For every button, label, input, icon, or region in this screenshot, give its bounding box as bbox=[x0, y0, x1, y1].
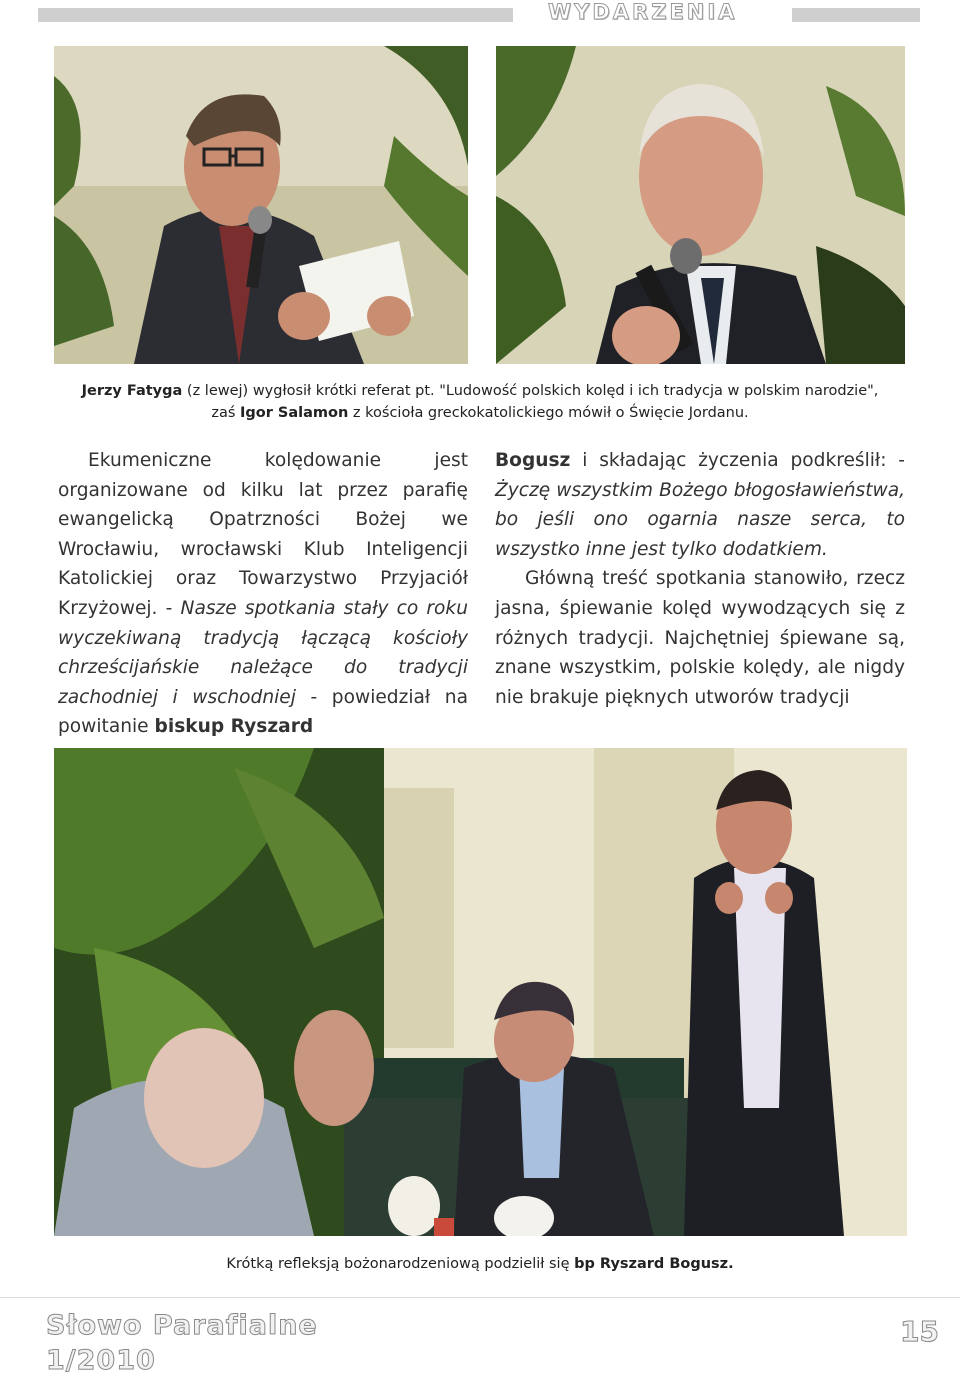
header-bar-right bbox=[792, 8, 920, 22]
photo-ryszard-bogusz bbox=[54, 748, 907, 1236]
caption-bottom-name: bp Ryszard Bogusz. bbox=[574, 1256, 734, 1272]
article-col1-after: - powiedział na powitanie bbox=[58, 686, 468, 738]
article-col2-paragraph-2: Główną treść spotkania stanowiło, rzecz jasna, śpiewanie kolęd wywodzących się z różnych tradycji. Najchętniej śpiewane są, znane wszystkim, polskie kolędy, ale nigdy nie brakuje pięknych utworów tradycji bbox=[495, 568, 905, 708]
article-col1-plain: Ekumeniczne kolędowanie jest organizowane od kilku lat przez parafię ewangelicką Opatrzności Bożej we Wrocławiu, wrocławski Klub Inteligencji Katolickiej oraz Towarzystwo Przyjaciół Krzyżowej. - bbox=[58, 450, 468, 619]
caption-bottom bbox=[40, 1253, 920, 1275]
section-title: WYDARZENIA bbox=[548, 0, 738, 24]
article-column-1 bbox=[58, 446, 468, 742]
article-col1-quote: Nasze spotkania stały co roku wyczekiwaną tradycją łączącą kościoły chrześcijańskie należące do tradycji zachodniej i wschodniej bbox=[58, 597, 468, 708]
article-col1-bold: biskup Ryszard bbox=[154, 716, 314, 738]
caption-text-2: z kościoła greckokatolickiego mówił o Święcie Jordanu. bbox=[348, 405, 749, 421]
article-column-2 bbox=[495, 446, 905, 712]
footer-divider bbox=[0, 1297, 960, 1298]
photo-igor-salamon bbox=[496, 46, 905, 364]
caption-pre-2: zaś bbox=[211, 405, 240, 421]
article-col2-plain: i składając życzenia podkreślił: - bbox=[570, 450, 905, 471]
caption-name-jerzy: Jerzy Fatyga bbox=[81, 383, 183, 399]
page-number: 15 bbox=[900, 1315, 939, 1348]
caption-top bbox=[40, 380, 920, 424]
caption-bottom-text: Krótką refleksją bożonarodzeniową podzielił się bbox=[226, 1256, 575, 1272]
header-bar-left bbox=[38, 8, 513, 22]
article-col2-quote: Życzę wszystkim Bożego błogosławieństwa, bo jeśli ono ogarnia nasze serca, to wszystko inne jest tylko dodatkiem. bbox=[495, 479, 905, 560]
magazine-title: Słowo Parafialne bbox=[46, 1310, 318, 1341]
photo-jerzy-fatyga bbox=[54, 46, 468, 364]
article-col2-bold: Bogusz bbox=[495, 450, 571, 471]
caption-name-igor: Igor Salamon bbox=[240, 405, 349, 421]
magazine-issue: 1/2010 bbox=[46, 1345, 156, 1376]
caption-text-1: (z lewej) wygłosił krótki referat pt. "Ludowość polskich kolęd i ich tradycja w polskim narodzie", bbox=[182, 383, 879, 399]
